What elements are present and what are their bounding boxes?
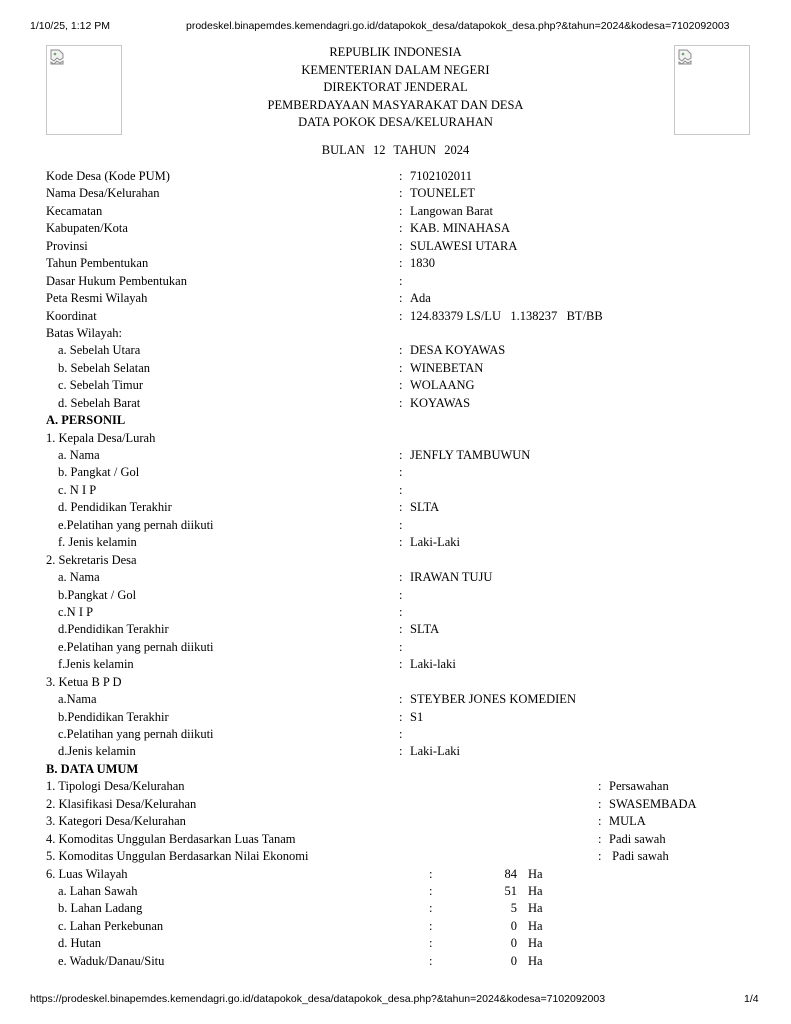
row-lahan-ladang xyxy=(0,900,791,917)
field-label: c.Pelatihan yang pernah diikuti xyxy=(58,727,214,741)
row-batas-timur xyxy=(0,377,791,394)
field-separator: : xyxy=(399,465,403,480)
row-sekretaris-pangkat xyxy=(0,587,791,604)
field-separator: : xyxy=(399,622,403,637)
row-kecamatan xyxy=(0,203,791,220)
field-label: 1. Tipologi Desa/Kelurahan xyxy=(46,779,185,794)
field-value: DESA KOYAWAS xyxy=(410,343,506,358)
field-separator: : xyxy=(399,448,403,462)
field-separator: : xyxy=(399,343,403,358)
field-label: b.Pangkat / Gol xyxy=(58,587,137,602)
field-label: e.Pelatihan yang pernah diikuti xyxy=(58,639,214,654)
field-separator: : xyxy=(399,291,403,306)
row-bpd-pendidikan xyxy=(0,709,791,726)
row-section-data-umum xyxy=(0,761,791,778)
area-value: 0 xyxy=(510,918,517,933)
field-label: b. Pangkat / Gol xyxy=(58,465,140,480)
field-label: a. Nama xyxy=(58,448,100,462)
field-label: Provinsi xyxy=(46,238,88,253)
document-heading xyxy=(0,44,791,132)
row-sekretaris-title xyxy=(0,552,791,569)
field-separator: : xyxy=(399,169,403,183)
field-separator: : xyxy=(399,639,403,654)
row-kepala-nama xyxy=(0,447,791,464)
field-separator: : xyxy=(598,779,602,794)
field-label: 5. Komoditas Unggulan Berdasarkan Nilai Ekonomi xyxy=(46,849,309,864)
field-value: SULAWESI UTARA xyxy=(410,238,518,253)
field-value: Persawahan xyxy=(609,779,669,794)
section-title: A. PERSONIL xyxy=(46,413,126,428)
field-separator: : xyxy=(399,657,403,672)
field-value: SLTA xyxy=(410,622,440,637)
field-value: IRAWAN TUJU xyxy=(410,570,493,585)
row-komoditas-nilai xyxy=(0,848,791,865)
field-separator: : xyxy=(598,849,602,864)
field-label: e.Pelatihan yang pernah diikuti xyxy=(58,517,214,532)
field-label: d. Pendidikan Terakhir xyxy=(58,500,172,515)
field-value: Ada xyxy=(410,291,431,306)
field-value: 1830 xyxy=(410,256,435,271)
field-value: Langowan Barat xyxy=(410,203,493,218)
field-separator: : xyxy=(399,360,403,375)
field-label: b. Sebelah Selatan xyxy=(58,360,150,375)
row-hutan xyxy=(0,935,791,952)
field-label: b. Lahan Ladang xyxy=(58,901,143,916)
area-value: 5 xyxy=(510,901,517,916)
row-kepala-pendidikan xyxy=(0,499,791,516)
page-number: 1/4 xyxy=(744,993,759,1005)
print-url: prodeskel.binapemdes.kemendagri.go.id/datapokok_desa/datapokok_desa.php?&tahun=2024&kodesa=7102092003 xyxy=(186,20,730,32)
field-separator: : xyxy=(399,256,403,271)
row-lahan-perkebunan xyxy=(0,918,791,935)
row-tahun-pembentukan xyxy=(0,255,791,272)
field-label: b.Pendidikan Terakhir xyxy=(58,709,169,724)
section-subtitle: 3. Ketua B P D xyxy=(46,674,122,689)
row-sekretaris-nama xyxy=(0,569,791,586)
section-subtitle: 2. Sekretaris Desa xyxy=(46,552,137,567)
row-kategori xyxy=(0,813,791,830)
field-separator: : xyxy=(598,814,602,829)
field-value: KAB. MINAHASA xyxy=(410,221,511,236)
heading-line: KEMENTERIAN DALAM NEGERI xyxy=(301,62,490,77)
field-label: Peta Resmi Wilayah xyxy=(46,291,148,306)
field-value: 7102102011 xyxy=(410,169,473,183)
row-luas-wilayah xyxy=(0,866,791,883)
field-label: a. Sebelah Utara xyxy=(58,343,141,358)
row-kode-desa xyxy=(0,168,791,185)
row-sekretaris-pendidikan xyxy=(0,621,791,638)
field-separator: : xyxy=(429,883,433,898)
field-label: Kode Desa (Kode PUM) xyxy=(46,169,170,183)
field-separator: : xyxy=(399,709,403,724)
report-period: BULAN 12 TAHUN 2024 xyxy=(321,143,470,157)
heading-line: REPUBLIK INDONESIA xyxy=(329,45,462,59)
field-value: WOLAANG xyxy=(410,378,475,393)
area-unit: Ha xyxy=(528,953,543,968)
field-value: STEYBER JONES KOMEDIEN xyxy=(410,692,576,707)
area-unit: Ha xyxy=(528,901,543,916)
area-value: 0 xyxy=(510,936,517,951)
field-separator: : xyxy=(399,692,403,707)
field-separator: : xyxy=(399,727,403,741)
field-separator: : xyxy=(399,570,403,585)
footer-url: https://prodeskel.binapemdes.kemendagri.go.id/datapokok_desa/datapokok_desa.php?&tahun=2024&kodesa=7102092003 xyxy=(30,993,606,1005)
area-value: 84 xyxy=(504,866,517,881)
row-komoditas-luas xyxy=(0,831,791,848)
field-separator: : xyxy=(429,936,433,951)
area-value: 51 xyxy=(504,883,517,898)
field-separator: : xyxy=(399,203,403,218)
data-rows xyxy=(0,168,791,970)
field-value: S1 xyxy=(410,709,424,724)
field-label: e. Waduk/Danau/Situ xyxy=(58,953,165,968)
row-peta-resmi xyxy=(0,290,791,307)
area-unit: Ha xyxy=(528,936,543,951)
field-label: c. Lahan Perkebunan xyxy=(58,918,164,933)
field-separator: : xyxy=(429,918,433,933)
row-kabupaten xyxy=(0,220,791,237)
field-value: SWASEMBADA xyxy=(609,796,697,811)
row-klasifikasi xyxy=(0,796,791,813)
field-label: a.Nama xyxy=(58,692,97,707)
section-subtitle: Batas Wilayah: xyxy=(46,325,122,340)
field-value: SLTA xyxy=(410,500,440,515)
row-tipologi xyxy=(0,778,791,795)
field-label: c.N I P xyxy=(58,604,94,619)
field-label: a. Nama xyxy=(58,570,100,585)
field-label: Nama Desa/Kelurahan xyxy=(46,186,160,201)
area-value: 0 xyxy=(510,953,517,968)
row-sekretaris-kelamin xyxy=(0,656,791,673)
field-label: d.Jenis kelamin xyxy=(58,744,136,759)
field-value: KOYAWAS xyxy=(410,395,471,410)
field-label: Kabupaten/Kota xyxy=(46,221,128,236)
field-label: c. Sebelah Timur xyxy=(58,378,144,393)
field-label: d. Sebelah Barat xyxy=(58,395,141,410)
field-label: Kecamatan xyxy=(46,203,103,218)
field-value: Padi sawah xyxy=(609,831,666,846)
row-section-personil xyxy=(0,412,791,429)
field-separator: : xyxy=(598,831,602,846)
field-label: d.Pendidikan Terakhir xyxy=(58,622,169,637)
field-label: Dasar Hukum Pembentukan xyxy=(46,273,187,288)
row-provinsi xyxy=(0,238,791,255)
field-label: c. N I P xyxy=(58,482,97,497)
field-separator: : xyxy=(429,901,433,916)
row-waduk xyxy=(0,953,791,970)
field-separator: : xyxy=(399,308,403,323)
row-kepala-nip xyxy=(0,482,791,499)
field-value: MULA xyxy=(609,814,646,829)
field-label: d. Hutan xyxy=(58,936,102,951)
field-value: Laki-laki xyxy=(410,657,456,672)
row-nama-desa xyxy=(0,185,791,202)
field-separator: : xyxy=(399,482,403,497)
field-separator: : xyxy=(399,273,403,288)
row-sekretaris-nip xyxy=(0,604,791,621)
field-separator: : xyxy=(399,535,403,550)
field-label: f. Jenis kelamin xyxy=(58,535,137,550)
row-dasar-hukum xyxy=(0,273,791,290)
field-value: Laki-Laki xyxy=(410,535,460,550)
field-label: 6. Luas Wilayah xyxy=(46,866,128,881)
field-separator: : xyxy=(399,587,403,602)
area-unit: Ha xyxy=(528,883,543,898)
row-bpd-pelatihan xyxy=(0,726,791,743)
row-sekretaris-pelatihan xyxy=(0,639,791,656)
field-separator: : xyxy=(399,378,403,393)
field-label: Koordinat xyxy=(46,308,97,323)
heading-line: DATA POKOK DESA/KELURAHAN xyxy=(298,115,493,130)
row-bpd-kelamin xyxy=(0,743,791,760)
row-koordinat xyxy=(0,308,791,325)
field-label: f.Jenis kelamin xyxy=(58,657,134,672)
field-label: a. Lahan Sawah xyxy=(58,883,138,898)
field-separator: : xyxy=(399,238,403,253)
row-bpd-title xyxy=(0,674,791,691)
field-label: 3. Kategori Desa/Kelurahan xyxy=(46,814,186,829)
area-unit: Ha xyxy=(528,866,543,881)
row-kepala-pangkat xyxy=(0,464,791,481)
section-subtitle: 1. Kepala Desa/Lurah xyxy=(46,430,156,445)
field-separator: : xyxy=(399,604,403,619)
field-value: Padi sawah xyxy=(609,849,669,864)
row-batas-utara xyxy=(0,342,791,359)
field-separator: : xyxy=(598,796,602,811)
row-bpd-nama xyxy=(0,691,791,708)
field-label: 2. Klasifikasi Desa/Kelurahan xyxy=(46,796,197,811)
field-value: Laki-Laki xyxy=(410,744,460,759)
row-kepala-title xyxy=(0,430,791,447)
field-separator: : xyxy=(399,395,403,410)
print-datetime: 1/10/25, 1:12 PM xyxy=(30,20,110,32)
row-batas-barat xyxy=(0,395,791,412)
field-separator: : xyxy=(399,500,403,515)
area-unit: Ha xyxy=(528,918,543,933)
row-lahan-sawah xyxy=(0,883,791,900)
field-separator: : xyxy=(429,953,433,968)
field-separator: : xyxy=(399,744,403,759)
row-kepala-kelamin xyxy=(0,534,791,551)
field-value: WINEBETAN xyxy=(410,360,484,375)
row-batas-selatan xyxy=(0,360,791,377)
heading-line: DIREKTORAT JENDERAL xyxy=(323,80,468,95)
row-batas-title xyxy=(0,325,791,342)
row-kepala-pelatihan xyxy=(0,517,791,534)
field-separator: : xyxy=(399,221,403,236)
section-title: B. DATA UMUM xyxy=(46,761,139,776)
field-label: Tahun Pembentukan xyxy=(46,256,149,271)
field-value: JENFLY TAMBUWUN xyxy=(410,448,531,462)
field-separator: : xyxy=(429,866,433,881)
field-label: 4. Komoditas Unggulan Berdasarkan Luas Tanam xyxy=(46,831,296,846)
heading-line: PEMBERDAYAAN MASYARAKAT DAN DESA xyxy=(267,97,524,112)
field-value: 124.83379 LS/LU 1.138237 BT/BB xyxy=(410,308,603,323)
field-separator: : xyxy=(399,186,403,201)
field-separator: : xyxy=(399,517,403,532)
field-value: TOUNELET xyxy=(410,186,476,201)
